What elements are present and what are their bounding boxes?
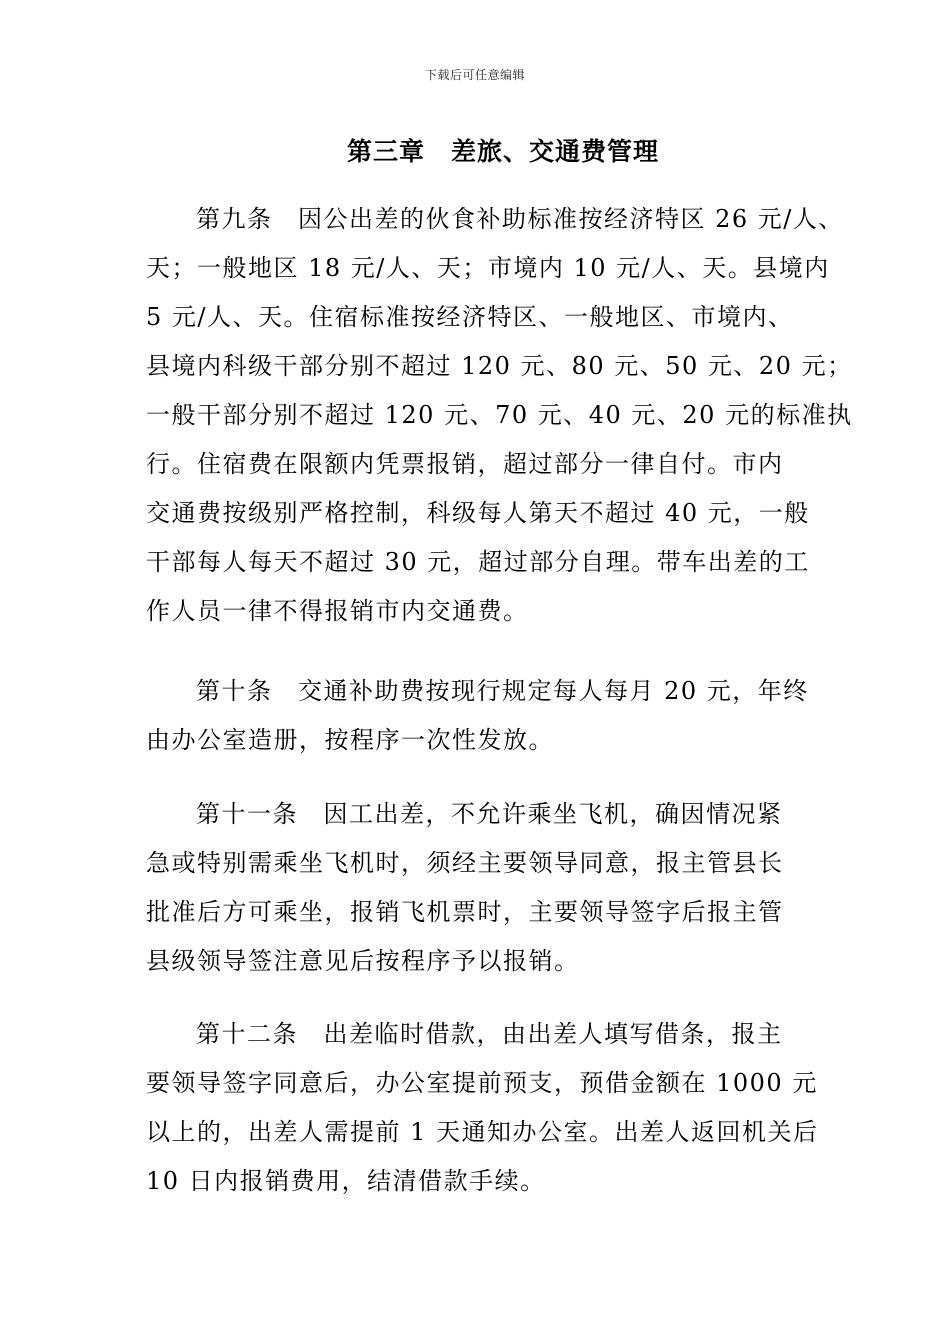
article-line: 交通费按级别严格控制，科级每人第天不超过 40 元，一般 (146, 499, 810, 527)
article-line: 县境内科级干部分别不超过 120 元、80 元、50 元、20 元； (146, 352, 853, 380)
article-line: 一般干部分别不超过 120 元、70 元、40 元、20 元的标准执 (146, 401, 853, 429)
article-line: 急或特别需乘坐飞机时，须经主要领导同意，报主管县长 (146, 849, 784, 877)
article-line: 要领导签字同意后，办公室提前预支，预借金额在 1000 元 (146, 1069, 818, 1097)
article-line: 第九条 因公出差的伙食补助标准按经济特区 26 元/人、 (196, 205, 844, 233)
article-line: 由办公室造册，按程序一次性发放。 (146, 726, 554, 754)
article-12 (146, 1010, 826, 1206)
page-header-note: 下载后可任意编辑 (424, 68, 525, 82)
article-line: 第十条 交通补助费按现行规定每人每月 20 元，年终 (196, 677, 809, 705)
article-10 (146, 667, 826, 765)
article-line: 第十二条 出差临时借款，由出差人填写借条，报主 (196, 1020, 783, 1048)
chapter-title: 第三章 差旅、交通费管理 (346, 137, 659, 166)
article-9 (146, 195, 853, 636)
article-line: 5 元/人、天。住宿标准按经济特区、一般地区、市境内、 (146, 303, 794, 331)
article-line: 批准后方可乘坐，报销飞机票时，主要领导签字后报主管 (146, 898, 784, 926)
article-line: 行。住宿费在限额内凭票报销，超过部分一律自付。市内 (146, 450, 784, 478)
article-line: 作人员一律不得报销市内交通费。 (146, 597, 529, 625)
article-line: 以上的，出差人需提前 1 天通知办公室。出差人返回机关后 (146, 1118, 819, 1146)
article-line: 第十一条 因工出差，不允许乘坐飞机，确因情况紧 (196, 800, 783, 828)
article-11 (146, 790, 826, 986)
article-line: 干部每人每天不超过 30 元，超过部分自理。带车出差的工 (146, 548, 810, 576)
article-line: 县级领导签注意见后按程序予以报销。 (146, 947, 580, 975)
article-line: 天；一般地区 18 元/人、天；市境内 10 元/人、天。县境内 (146, 254, 830, 282)
article-line: 10 日内报销费用，结清借款手续。 (146, 1167, 546, 1195)
